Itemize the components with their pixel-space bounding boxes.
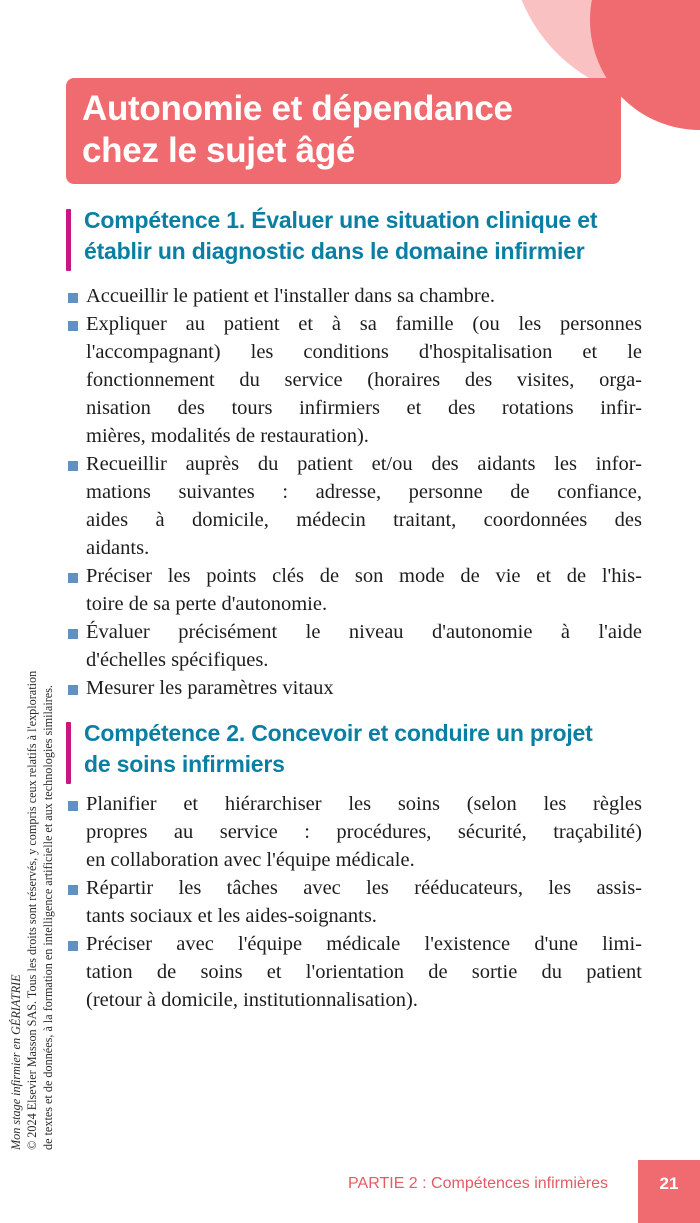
list-item	[66, 310, 642, 450]
list-item-line: d'échelles spécifiques.	[86, 649, 269, 671]
list-item-line: fonctionnement du service (horaires des visites, orga-	[86, 369, 642, 391]
list-item-line: (retour à domicile, institutionnalisation).	[86, 989, 418, 1011]
list-item-line: mières, modalités de restauration).	[86, 425, 369, 447]
bullet-square-icon	[68, 573, 78, 583]
list-item-line: toire de sa perte d'autonomie.	[86, 593, 328, 615]
list-item	[66, 562, 642, 618]
list-item-line: nisation des tours infirmiers et des rotations infir-	[86, 397, 642, 419]
chapter-title-line: Autonomie et dépendance	[82, 89, 513, 128]
list-item	[66, 450, 642, 562]
bullet-square-icon	[68, 321, 78, 331]
list-item-line: l'accompagnant) les conditions d'hospitalisation et le	[86, 341, 642, 363]
competence-1-heading-line: établir un diagnostic dans le domaine infirmier	[84, 238, 585, 264]
bullet-square-icon	[68, 685, 78, 695]
competence-2-list	[66, 790, 642, 1014]
copyright-sidebar	[8, 480, 56, 1150]
list-item-line: tation de soins et l'orientation de sortie du patient	[86, 961, 642, 983]
bullet-square-icon	[68, 941, 78, 951]
list-item-line: Mesurer les paramètres vitaux	[86, 677, 334, 699]
competence-2-heading-line: Compétence 2. Concevoir et conduire un projet	[84, 720, 593, 746]
list-item	[66, 674, 642, 702]
list-item-line: mations suivantes : adresse, personne de confiance,	[86, 481, 642, 503]
competence-2-section	[66, 718, 642, 1014]
competence-1-section	[66, 205, 642, 702]
list-item-line: propres au service : procédures, sécurité, traçabilité)	[86, 821, 642, 843]
list-item	[66, 618, 642, 674]
list-item-line: Expliquer au patient et à sa famille (ou les personnes	[86, 313, 642, 335]
bullet-square-icon	[68, 885, 78, 895]
list-item-line: Planifier et hiérarchiser les soins (selon les règles	[86, 793, 642, 815]
list-item-line: Évaluer précisément le niveau d'autonomie à l'aide	[86, 621, 642, 643]
competence-2-heading	[66, 718, 626, 780]
bullet-square-icon	[68, 461, 78, 471]
list-item	[66, 930, 642, 1014]
list-item-line: Recueillir auprès du patient et/ou des aidants les infor-	[86, 453, 642, 475]
list-item-line: aidants.	[86, 537, 150, 559]
list-item-line: en collaboration avec l'équipe médicale.	[86, 849, 415, 871]
list-item-line: Préciser les points clés de son mode de vie et de l'his-	[86, 565, 642, 587]
rights-line: de textes et de données, à la formation en intelligence artificielle et aux technologies similaires.	[41, 685, 55, 1150]
list-item	[66, 790, 642, 874]
list-item-line: tants sociaux et les aides-soignants.	[86, 905, 377, 927]
bullet-square-icon	[68, 293, 78, 303]
list-item-line: Accueillir le patient et l'installer dans sa chambre.	[86, 285, 495, 307]
bullet-square-icon	[68, 629, 78, 639]
competence-2-heading-line: de soins infirmiers	[84, 751, 285, 777]
page-number: 21	[638, 1160, 700, 1223]
list-item-line: Répartir les tâches avec les rééducateurs, les assis-	[86, 877, 642, 899]
chapter-title-line: chez le sujet âgé	[82, 131, 356, 170]
bullet-square-icon	[68, 801, 78, 811]
competence-1-heading-line: Compétence 1. Évaluer une situation clinique et	[84, 207, 598, 233]
competence-1-heading	[66, 205, 626, 267]
competence-1-list	[66, 282, 642, 702]
copyright-line: © 2024 Elsevier Masson SAS. Tous les droits sont réservés, y compris ceux relatifs à l'exploration	[25, 670, 39, 1150]
chapter-title-banner	[66, 78, 621, 184]
list-item-line: aides à domicile, médecin traitant, coordonnées des	[86, 509, 642, 531]
footer-section-label: PARTIE 2 : Compétences infirmières	[348, 1175, 608, 1192]
list-item	[66, 874, 642, 930]
heading-accent-bar	[66, 722, 71, 784]
list-item	[66, 282, 642, 310]
book-title: Mon stage infirmier en GÉRIATRIE	[9, 974, 23, 1150]
list-item-line: Préciser avec l'équipe médicale l'existence d'une limi-	[86, 933, 642, 955]
heading-accent-bar	[66, 209, 71, 271]
